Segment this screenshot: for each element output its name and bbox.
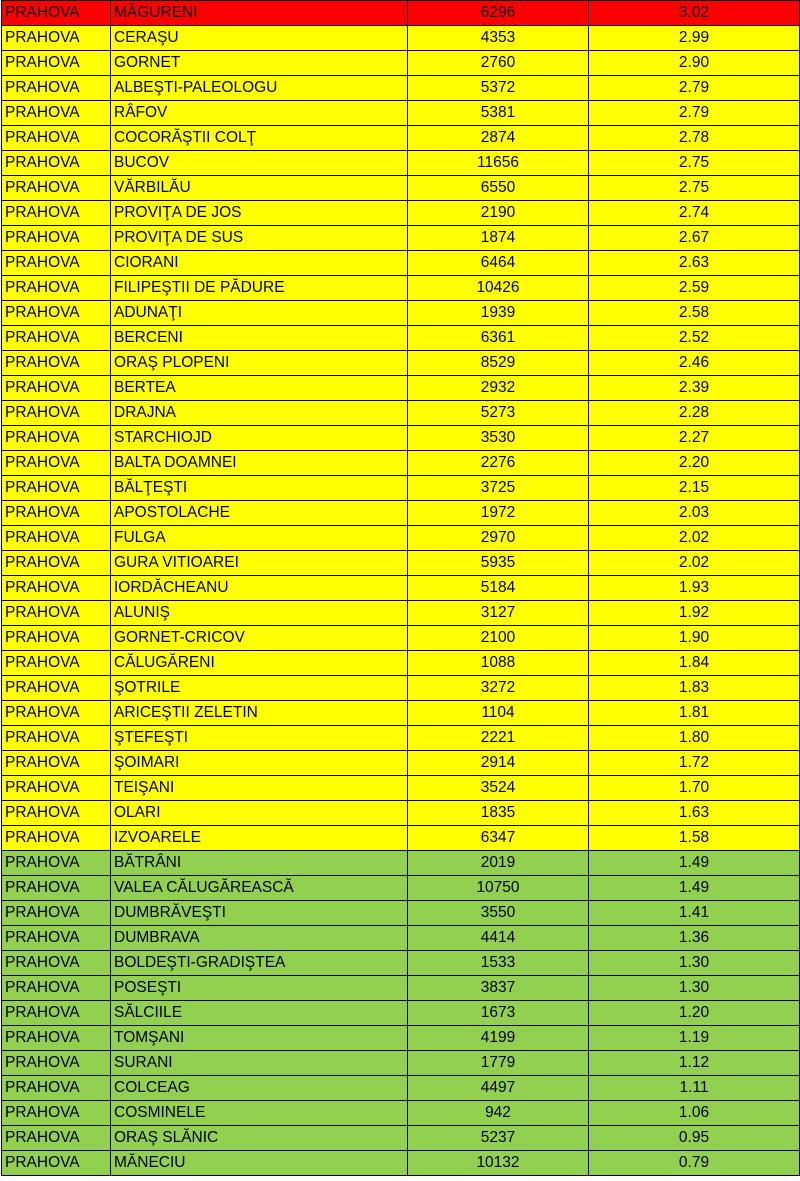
population-cell: 3725 bbox=[408, 476, 589, 501]
table-row bbox=[2, 676, 800, 701]
rate-cell: 2.79 bbox=[589, 101, 800, 126]
rate-cell: 1.30 bbox=[589, 951, 800, 976]
county-cell: PRAHOVA bbox=[2, 751, 111, 776]
rate-cell: 2.74 bbox=[589, 201, 800, 226]
county-cell: PRAHOVA bbox=[2, 1101, 111, 1126]
rate-cell: 0.95 bbox=[589, 1126, 800, 1151]
locality-cell: TEIŞANI bbox=[111, 776, 408, 801]
rate-cell: 1.58 bbox=[589, 826, 800, 851]
county-cell: PRAHOVA bbox=[2, 251, 111, 276]
table-row bbox=[2, 401, 800, 426]
population-cell: 1939 bbox=[408, 301, 589, 326]
rate-cell: 1.41 bbox=[589, 901, 800, 926]
locality-cell: STARCHIOJD bbox=[111, 426, 408, 451]
table-row bbox=[2, 1151, 800, 1176]
locality-cell: CERAŞU bbox=[111, 26, 408, 51]
population-cell: 1533 bbox=[408, 951, 589, 976]
locality-cell: MĂGURENI bbox=[111, 1, 408, 26]
locality-cell: DUMBRĂVEŞTI bbox=[111, 901, 408, 926]
county-cell: PRAHOVA bbox=[2, 526, 111, 551]
county-cell: PRAHOVA bbox=[2, 201, 111, 226]
table-row bbox=[2, 826, 800, 851]
population-cell: 2190 bbox=[408, 201, 589, 226]
locality-cell: CIORANI bbox=[111, 251, 408, 276]
population-cell: 5381 bbox=[408, 101, 589, 126]
county-cell: PRAHOVA bbox=[2, 376, 111, 401]
rate-cell: 2.75 bbox=[589, 151, 800, 176]
county-cell: PRAHOVA bbox=[2, 926, 111, 951]
county-cell: PRAHOVA bbox=[2, 451, 111, 476]
locality-cell: ALBEŞTI-PALEOLOGU bbox=[111, 76, 408, 101]
locality-cell: MĂNECIU bbox=[111, 1151, 408, 1176]
county-cell: PRAHOVA bbox=[2, 976, 111, 1001]
county-cell: PRAHOVA bbox=[2, 576, 111, 601]
population-cell: 3524 bbox=[408, 776, 589, 801]
table-row bbox=[2, 376, 800, 401]
table-row bbox=[2, 151, 800, 176]
population-cell: 2970 bbox=[408, 526, 589, 551]
table-row bbox=[2, 76, 800, 101]
rate-cell: 2.79 bbox=[589, 76, 800, 101]
rate-cell: 2.78 bbox=[589, 126, 800, 151]
county-cell: PRAHOVA bbox=[2, 276, 111, 301]
table-row bbox=[2, 351, 800, 376]
rate-cell: 2.39 bbox=[589, 376, 800, 401]
locality-cell: ORAŞ SLĂNIC bbox=[111, 1126, 408, 1151]
table-row bbox=[2, 901, 800, 926]
county-cell: PRAHOVA bbox=[2, 1026, 111, 1051]
population-cell: 5184 bbox=[408, 576, 589, 601]
rate-cell: 1.92 bbox=[589, 601, 800, 626]
table-row bbox=[2, 26, 800, 51]
county-cell: PRAHOVA bbox=[2, 701, 111, 726]
population-cell: 3127 bbox=[408, 601, 589, 626]
county-cell: PRAHOVA bbox=[2, 1076, 111, 1101]
rate-cell: 0.79 bbox=[589, 1151, 800, 1176]
population-cell: 3550 bbox=[408, 901, 589, 926]
population-cell: 2932 bbox=[408, 376, 589, 401]
rate-cell: 1.06 bbox=[589, 1101, 800, 1126]
table-row bbox=[2, 226, 800, 251]
table-row bbox=[2, 276, 800, 301]
locality-cell: IZVOARELE bbox=[111, 826, 408, 851]
locality-cell: COCORĂŞTII COLŢ bbox=[111, 126, 408, 151]
locality-cell: GORNET-CRICOV bbox=[111, 626, 408, 651]
table-row bbox=[2, 801, 800, 826]
county-cell: PRAHOVA bbox=[2, 1051, 111, 1076]
table-row bbox=[2, 726, 800, 751]
table-row bbox=[2, 1076, 800, 1101]
table-row bbox=[2, 301, 800, 326]
rate-cell: 2.75 bbox=[589, 176, 800, 201]
county-cell: PRAHOVA bbox=[2, 426, 111, 451]
locality-cell: FILIPEŞTII DE PĂDURE bbox=[111, 276, 408, 301]
county-cell: PRAHOVA bbox=[2, 1151, 111, 1176]
table-body bbox=[2, 1, 800, 1176]
rate-cell: 1.72 bbox=[589, 751, 800, 776]
table-row bbox=[2, 651, 800, 676]
locality-cell: PROVIŢA DE SUS bbox=[111, 226, 408, 251]
locality-cell: ŞOTRILE bbox=[111, 676, 408, 701]
population-cell: 2874 bbox=[408, 126, 589, 151]
table-row bbox=[2, 476, 800, 501]
population-cell: 4414 bbox=[408, 926, 589, 951]
population-cell: 2276 bbox=[408, 451, 589, 476]
county-cell: PRAHOVA bbox=[2, 101, 111, 126]
locality-cell: POSEŞTI bbox=[111, 976, 408, 1001]
rate-cell: 2.63 bbox=[589, 251, 800, 276]
table-row bbox=[2, 251, 800, 276]
county-cell: PRAHOVA bbox=[2, 401, 111, 426]
table-row bbox=[2, 601, 800, 626]
county-cell: PRAHOVA bbox=[2, 26, 111, 51]
county-cell: PRAHOVA bbox=[2, 951, 111, 976]
population-cell: 6550 bbox=[408, 176, 589, 201]
population-cell: 6347 bbox=[408, 826, 589, 851]
table-row bbox=[2, 1126, 800, 1151]
locality-cell: SURANI bbox=[111, 1051, 408, 1076]
locality-cell: DUMBRAVA bbox=[111, 926, 408, 951]
table-row bbox=[2, 451, 800, 476]
locality-cell: OLARI bbox=[111, 801, 408, 826]
locality-cell: BĂTRÂNI bbox=[111, 851, 408, 876]
county-cell: PRAHOVA bbox=[2, 876, 111, 901]
rate-cell: 1.81 bbox=[589, 701, 800, 726]
table-row bbox=[2, 701, 800, 726]
rate-cell: 1.63 bbox=[589, 801, 800, 826]
locality-cell: ALUNIŞ bbox=[111, 601, 408, 626]
population-cell: 2914 bbox=[408, 751, 589, 776]
rate-cell: 2.46 bbox=[589, 351, 800, 376]
rate-cell: 2.03 bbox=[589, 501, 800, 526]
county-cell: PRAHOVA bbox=[2, 1, 111, 26]
table-row bbox=[2, 526, 800, 551]
population-cell: 5237 bbox=[408, 1126, 589, 1151]
rate-cell: 1.20 bbox=[589, 1001, 800, 1026]
locality-cell: BERCENI bbox=[111, 326, 408, 351]
table-row bbox=[2, 326, 800, 351]
table-row bbox=[2, 776, 800, 801]
population-cell: 4199 bbox=[408, 1026, 589, 1051]
locality-cell: BOLDEŞTI-GRADIŞTEA bbox=[111, 951, 408, 976]
county-cell: PRAHOVA bbox=[2, 601, 111, 626]
rate-cell: 1.49 bbox=[589, 851, 800, 876]
table-row bbox=[2, 1026, 800, 1051]
population-cell: 942 bbox=[408, 1101, 589, 1126]
county-cell: PRAHOVA bbox=[2, 726, 111, 751]
population-cell: 4353 bbox=[408, 26, 589, 51]
county-cell: PRAHOVA bbox=[2, 126, 111, 151]
rate-cell: 1.12 bbox=[589, 1051, 800, 1076]
table-row bbox=[2, 926, 800, 951]
rate-cell: 3.02 bbox=[589, 1, 800, 26]
table-row bbox=[2, 1, 800, 26]
locality-cell: GORNET bbox=[111, 51, 408, 76]
locality-cell: BĂLŢEŞTI bbox=[111, 476, 408, 501]
population-cell: 3272 bbox=[408, 676, 589, 701]
population-cell: 10426 bbox=[408, 276, 589, 301]
table-row bbox=[2, 576, 800, 601]
rate-cell: 2.58 bbox=[589, 301, 800, 326]
table-row bbox=[2, 101, 800, 126]
rate-cell: 2.90 bbox=[589, 51, 800, 76]
rate-cell: 2.52 bbox=[589, 326, 800, 351]
rate-cell: 1.84 bbox=[589, 651, 800, 676]
table-row bbox=[2, 626, 800, 651]
table-row bbox=[2, 1101, 800, 1126]
rate-cell: 2.59 bbox=[589, 276, 800, 301]
population-cell: 4497 bbox=[408, 1076, 589, 1101]
population-cell: 1779 bbox=[408, 1051, 589, 1076]
population-cell: 3837 bbox=[408, 976, 589, 1001]
rate-cell: 1.93 bbox=[589, 576, 800, 601]
population-cell: 1835 bbox=[408, 801, 589, 826]
locality-cell: BERTEA bbox=[111, 376, 408, 401]
locality-cell: DRAJNA bbox=[111, 401, 408, 426]
table-row bbox=[2, 126, 800, 151]
locality-table bbox=[1, 0, 800, 1176]
population-cell: 6296 bbox=[408, 1, 589, 26]
county-cell: PRAHOVA bbox=[2, 51, 111, 76]
rate-cell: 2.27 bbox=[589, 426, 800, 451]
rate-cell: 1.11 bbox=[589, 1076, 800, 1101]
table-row bbox=[2, 976, 800, 1001]
locality-cell: FULGA bbox=[111, 526, 408, 551]
locality-cell: CĂLUGĂRENI bbox=[111, 651, 408, 676]
rate-cell: 2.02 bbox=[589, 526, 800, 551]
population-cell: 2019 bbox=[408, 851, 589, 876]
rate-cell: 1.30 bbox=[589, 976, 800, 1001]
table-row bbox=[2, 501, 800, 526]
table-row bbox=[2, 851, 800, 876]
rate-cell: 1.80 bbox=[589, 726, 800, 751]
locality-cell: VALEA CĂLUGĂREASCĂ bbox=[111, 876, 408, 901]
population-cell: 5273 bbox=[408, 401, 589, 426]
rate-cell: 2.20 bbox=[589, 451, 800, 476]
county-cell: PRAHOVA bbox=[2, 776, 111, 801]
locality-cell: ŞTEFEŞTI bbox=[111, 726, 408, 751]
population-cell: 1673 bbox=[408, 1001, 589, 1026]
table-row bbox=[2, 426, 800, 451]
rate-cell: 2.28 bbox=[589, 401, 800, 426]
population-cell: 1104 bbox=[408, 701, 589, 726]
county-cell: PRAHOVA bbox=[2, 1126, 111, 1151]
locality-cell: ARICEŞTII ZELETIN bbox=[111, 701, 408, 726]
locality-cell: BUCOV bbox=[111, 151, 408, 176]
locality-cell: SĂLCIILE bbox=[111, 1001, 408, 1026]
county-cell: PRAHOVA bbox=[2, 301, 111, 326]
rate-cell: 1.83 bbox=[589, 676, 800, 701]
county-cell: PRAHOVA bbox=[2, 326, 111, 351]
table-row bbox=[2, 51, 800, 76]
rate-cell: 2.02 bbox=[589, 551, 800, 576]
population-cell: 2221 bbox=[408, 726, 589, 751]
county-cell: PRAHOVA bbox=[2, 626, 111, 651]
locality-cell: PROVIŢA DE JOS bbox=[111, 201, 408, 226]
rate-cell: 1.19 bbox=[589, 1026, 800, 1051]
table-row bbox=[2, 1051, 800, 1076]
locality-cell: VĂRBILĂU bbox=[111, 176, 408, 201]
county-cell: PRAHOVA bbox=[2, 176, 111, 201]
rate-cell: 1.70 bbox=[589, 776, 800, 801]
population-cell: 1972 bbox=[408, 501, 589, 526]
county-cell: PRAHOVA bbox=[2, 901, 111, 926]
population-cell: 1874 bbox=[408, 226, 589, 251]
locality-cell: RÂFOV bbox=[111, 101, 408, 126]
population-cell: 5372 bbox=[408, 76, 589, 101]
county-cell: PRAHOVA bbox=[2, 226, 111, 251]
locality-cell: ADUNAŢI bbox=[111, 301, 408, 326]
population-cell: 11656 bbox=[408, 151, 589, 176]
rate-cell: 1.49 bbox=[589, 876, 800, 901]
locality-cell: COSMINELE bbox=[111, 1101, 408, 1126]
rate-cell: 1.90 bbox=[589, 626, 800, 651]
county-cell: PRAHOVA bbox=[2, 651, 111, 676]
population-cell: 3530 bbox=[408, 426, 589, 451]
rate-cell: 1.36 bbox=[589, 926, 800, 951]
county-cell: PRAHOVA bbox=[2, 476, 111, 501]
rate-cell: 2.15 bbox=[589, 476, 800, 501]
population-cell: 6464 bbox=[408, 251, 589, 276]
locality-cell: GURA VITIOAREI bbox=[111, 551, 408, 576]
county-cell: PRAHOVA bbox=[2, 76, 111, 101]
county-cell: PRAHOVA bbox=[2, 351, 111, 376]
table-row bbox=[2, 751, 800, 776]
county-cell: PRAHOVA bbox=[2, 501, 111, 526]
county-cell: PRAHOVA bbox=[2, 851, 111, 876]
population-cell: 1088 bbox=[408, 651, 589, 676]
county-cell: PRAHOVA bbox=[2, 551, 111, 576]
table-row bbox=[2, 176, 800, 201]
locality-cell: TOMŞANI bbox=[111, 1026, 408, 1051]
locality-cell: ŞOIMARI bbox=[111, 751, 408, 776]
county-cell: PRAHOVA bbox=[2, 1001, 111, 1026]
population-cell: 2100 bbox=[408, 626, 589, 651]
table-row bbox=[2, 201, 800, 226]
county-cell: PRAHOVA bbox=[2, 151, 111, 176]
locality-cell: COLCEAG bbox=[111, 1076, 408, 1101]
locality-cell: IORDĂCHEANU bbox=[111, 576, 408, 601]
county-cell: PRAHOVA bbox=[2, 826, 111, 851]
table-row bbox=[2, 551, 800, 576]
rate-cell: 2.99 bbox=[589, 26, 800, 51]
population-cell: 5935 bbox=[408, 551, 589, 576]
rate-cell: 2.67 bbox=[589, 226, 800, 251]
table-row bbox=[2, 951, 800, 976]
population-cell: 6361 bbox=[408, 326, 589, 351]
county-cell: PRAHOVA bbox=[2, 676, 111, 701]
county-cell: PRAHOVA bbox=[2, 801, 111, 826]
locality-cell: BALTA DOAMNEI bbox=[111, 451, 408, 476]
locality-cell: APOSTOLACHE bbox=[111, 501, 408, 526]
population-cell: 10750 bbox=[408, 876, 589, 901]
table-row bbox=[2, 1001, 800, 1026]
table-row bbox=[2, 876, 800, 901]
population-cell: 2760 bbox=[408, 51, 589, 76]
locality-cell: ORAŞ PLOPENI bbox=[111, 351, 408, 376]
population-cell: 8529 bbox=[408, 351, 589, 376]
population-cell: 10132 bbox=[408, 1151, 589, 1176]
